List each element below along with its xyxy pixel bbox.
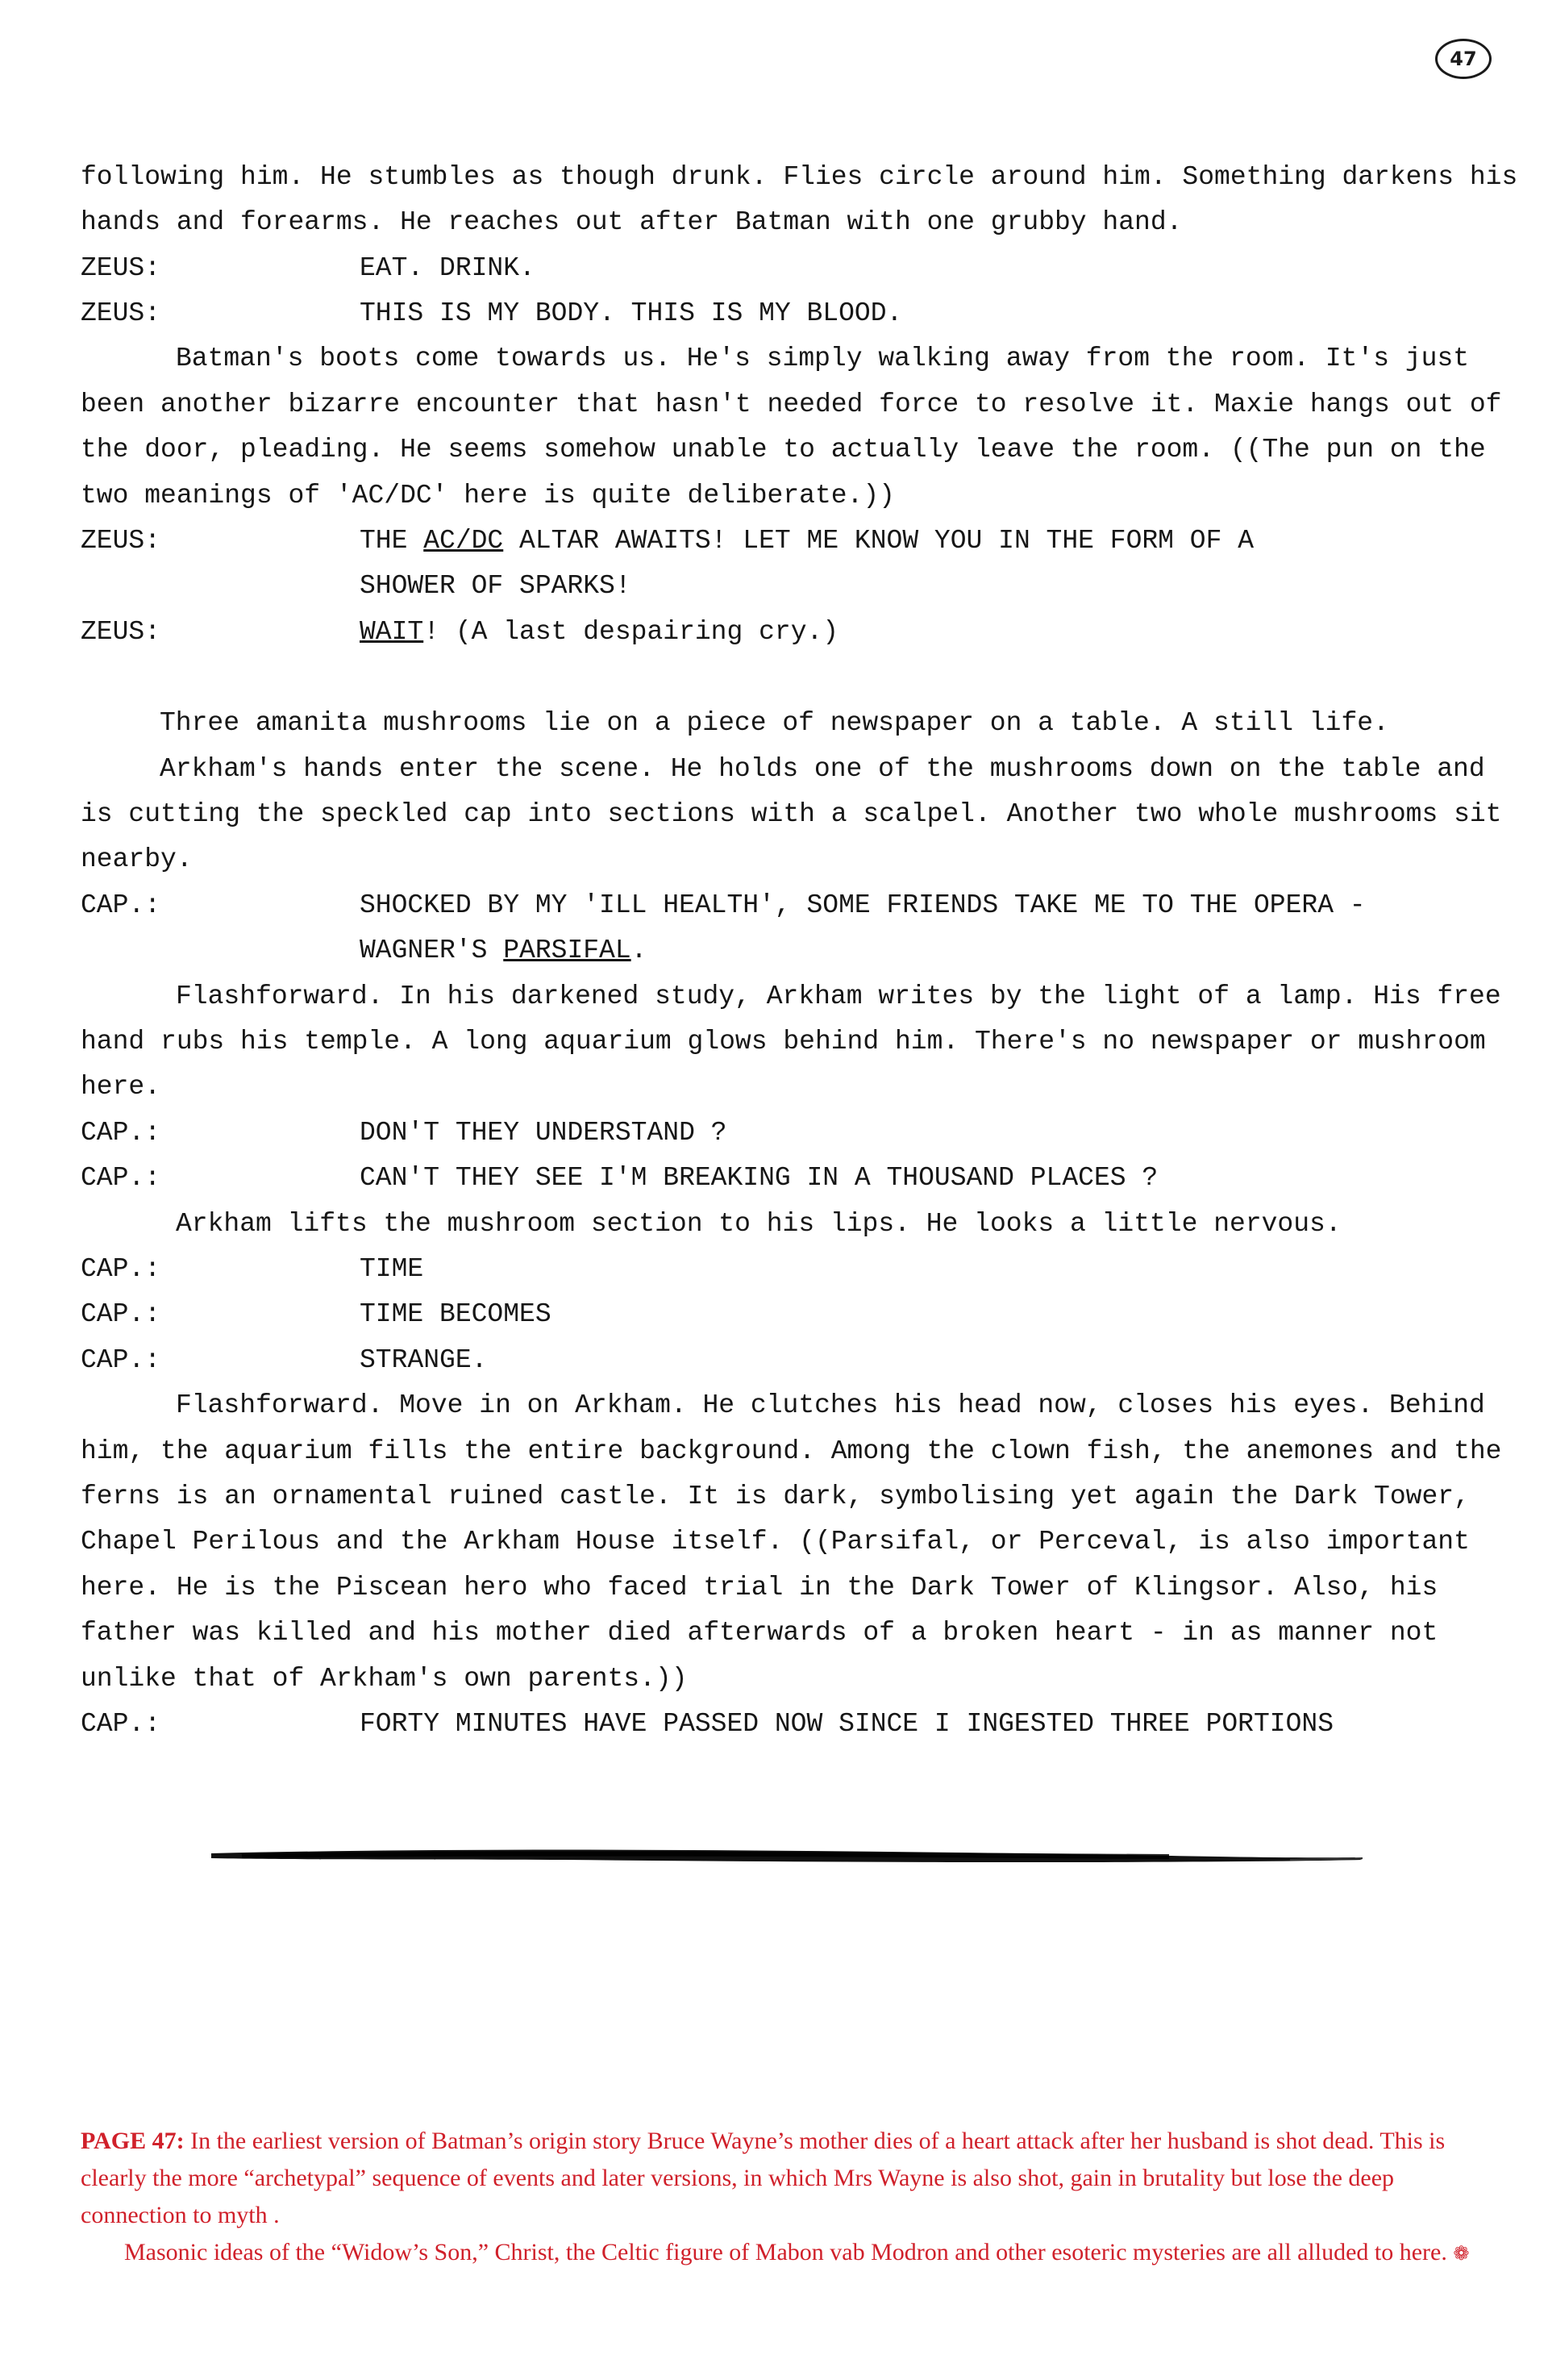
- dialogue-line: EAT. DRINK.: [360, 253, 535, 283]
- dialogue-line: THIS IS MY BODY. THIS IS MY BLOOD.: [360, 298, 903, 328]
- speaker-label: ZEUS:: [81, 298, 161, 328]
- annotation-paragraph: Masonic ideas of the “Widow’s Son,” Christ, the Celtic figure of Mabon vab Modron and other esoteric mysteries are all alluded to here. ❁: [124, 2239, 1470, 2265]
- action-line: hands and forearms. He reaches out after Batman with one grubby hand.: [81, 207, 1183, 237]
- dialogue-line: CAN'T THEY SEE I'M BREAKING IN A THOUSAND PLACES ?: [360, 1163, 1159, 1193]
- dialogue-line: THE AC/DC ALTAR AWAITS! LET ME KNOW YOU IN THE FORM OF A: [360, 526, 1255, 556]
- dialogue-line: SHOWER OF SPARKS!: [360, 571, 631, 601]
- action-line: the door, pleading. He seems somehow unable to actually leave the room. ((The pun on the: [81, 435, 1486, 465]
- annotation-paragraph: PAGE 47: In the earliest version of Batman’s origin story Bruce Wayne’s mother dies of a heart attack after her husband is shot dead. This is clearly the more “archetypal” sequence of events and later versions, in which Mrs Wayne is also shot, gain in brutality but lose the deep connection to myth .: [81, 2128, 1446, 2228]
- action-line: ferns is an ornamental ruined castle. It is dark, symbolising yet again the Dark Tower,: [81, 1482, 1470, 1511]
- speaker-label: CAP.:: [81, 1254, 161, 1284]
- underlined-term: AC/DC: [423, 526, 504, 556]
- action-line: two meanings of 'AC/DC' here is quite deliberate.)): [81, 481, 895, 511]
- action-line: is cutting the speckled cap into sections with a scalpel. Another two whole mushrooms sit: [81, 799, 1502, 829]
- action-line: father was killed and his mother died afterwards of a broken heart - in as manner not: [81, 1618, 1438, 1648]
- action-line: Batman's boots come towards us. He's simply walking away from the room. It's just: [176, 344, 1470, 373]
- dialogue-line: STRANGE.: [360, 1345, 488, 1375]
- action-line: following him. He stumbles as though drunk. Flies circle around him. Something darkens his: [81, 162, 1518, 192]
- speaker-label: ZEUS:: [81, 617, 161, 647]
- dialogue-line: WAIT! (A last despairing cry.): [360, 617, 839, 647]
- speaker-label: CAP.:: [81, 1709, 161, 1739]
- action-line: hand rubs his temple. A long aquarium glows behind him. There's no newspaper or mushroom: [81, 1027, 1486, 1057]
- end-mark-icon: ❁: [1453, 2244, 1470, 2265]
- dialogue-line: DON'T THEY UNDERSTAND ?: [360, 1118, 727, 1148]
- speaker-label: CAP.:: [81, 1345, 161, 1375]
- action-line: Chapel Perilous and the Arkham House itself. ((Parsifal, or Perceval, is also important: [81, 1527, 1470, 1557]
- underlined-term: WAIT: [360, 617, 424, 647]
- action-line: Flashforward. In his darkened study, Arkham writes by the light of a lamp. His free: [176, 982, 1501, 1011]
- action-line: Flashforward. Move in on Arkham. He clutches his head now, closes his eyes. Behind: [176, 1390, 1485, 1420]
- dialogue-line: TIME BECOMES: [360, 1299, 551, 1329]
- annotation-label: PAGE 47:: [81, 2128, 185, 2154]
- dialogue-line: SHOCKED BY MY 'ILL HEALTH', SOME FRIENDS TAKE ME TO THE OPERA -: [360, 890, 1366, 920]
- action-line: nearby.: [81, 844, 193, 874]
- action-line: him, the aquarium fills the entire background. Among the clown fish, the anemones and the: [81, 1436, 1502, 1466]
- action-line: here. He is the Piscean hero who faced trial in the Dark Tower of Klingsor. Also, his: [81, 1573, 1438, 1603]
- speaker-label: ZEUS:: [81, 526, 161, 556]
- action-line: here.: [81, 1072, 161, 1102]
- speaker-label: ZEUS:: [81, 253, 161, 283]
- action-line: unlike that of Arkham's own parents.)): [81, 1664, 688, 1694]
- underlined-title: PARSIFAL: [503, 936, 631, 965]
- page-number-stamp: 47: [1435, 39, 1492, 79]
- action-line: Three amanita mushrooms lie on a piece of newspaper on a table. A still life.: [160, 708, 1389, 738]
- speaker-label: CAP.:: [81, 1118, 161, 1148]
- action-line: been another bizarre encounter that hasn't needed force to resolve it. Maxie hangs out of: [81, 390, 1502, 419]
- action-line: Arkham lifts the mushroom section to his lips. He looks a little nervous.: [176, 1209, 1342, 1239]
- speaker-label: CAP.:: [81, 1299, 161, 1329]
- dialogue-line: FORTY MINUTES HAVE PASSED NOW SINCE I INGESTED THREE PORTIONS: [360, 1709, 1334, 1739]
- speaker-label: CAP.:: [81, 890, 161, 920]
- dialogue-line: TIME: [360, 1254, 424, 1284]
- dialogue-line: WAGNER'S PARSIFAL.: [360, 936, 647, 965]
- action-line: Arkham's hands enter the scene. He holds one of the mushrooms down on the table and: [160, 754, 1485, 784]
- speaker-label: CAP.:: [81, 1163, 161, 1193]
